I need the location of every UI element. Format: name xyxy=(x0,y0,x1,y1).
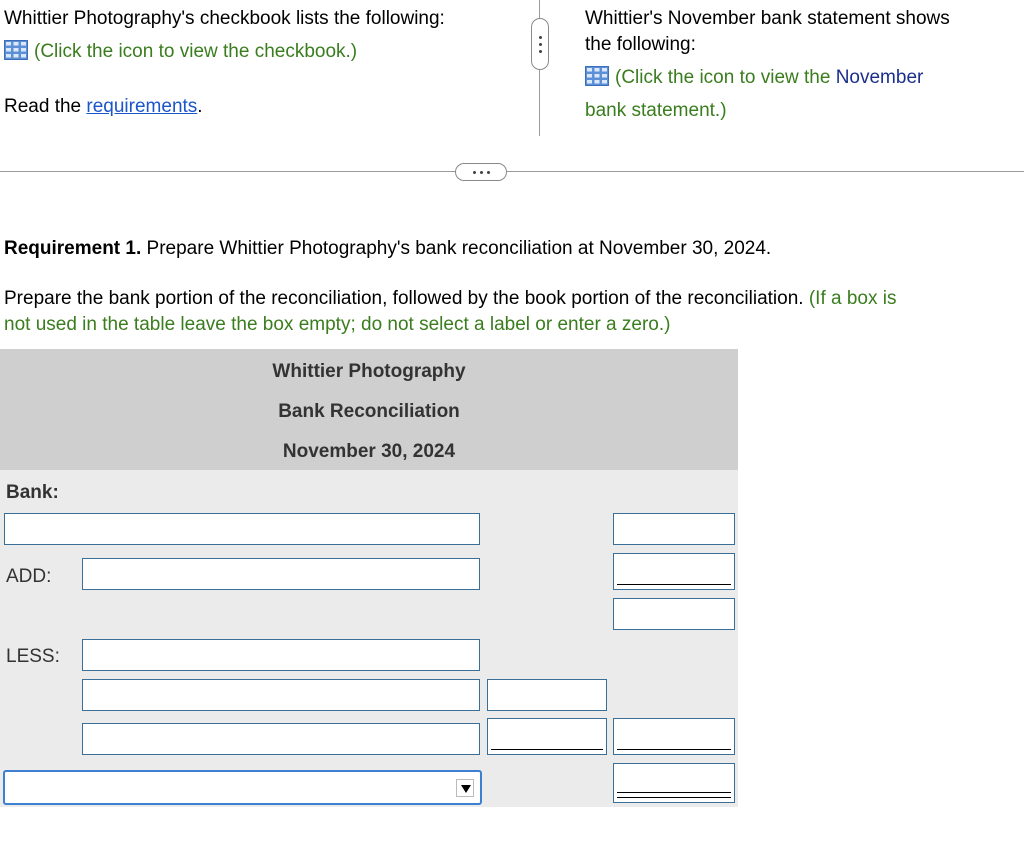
read-requirements-line xyxy=(4,94,203,120)
instruction-text: Prepare the bank portion of the reconciliation, followed by the book portion of the reconciliation. xyxy=(4,288,804,309)
requirement-text: Prepare Whittier Photography's bank reconciliation at November 30, 2024. xyxy=(141,238,772,259)
reconciliation-header xyxy=(0,349,738,470)
statement-intro-line2: the following: xyxy=(585,34,696,55)
add-amount-input[interactable] xyxy=(613,553,735,590)
less-item-input-2[interactable] xyxy=(82,679,480,711)
less-amount-input-3[interactable] xyxy=(487,718,607,755)
read-prefix: Read the xyxy=(4,96,87,117)
less-item-input-3[interactable] xyxy=(82,723,480,755)
bank-balance-amount-input[interactable] xyxy=(613,513,735,545)
horizontal-divider xyxy=(0,171,1024,172)
requirements-link[interactable]: requirements xyxy=(86,96,198,117)
bank-balance-label-input[interactable] xyxy=(4,513,480,545)
statement-intro-line1: Whittier's November bank statement shows xyxy=(585,8,950,29)
instruction-hint-1: (If a box is xyxy=(808,288,897,309)
instruction-line1 xyxy=(4,286,1014,312)
table-grid-icon[interactable] xyxy=(585,66,609,86)
add-label: ADD: xyxy=(6,566,52,587)
adjusted-balance-label-select[interactable] xyxy=(3,770,482,805)
table-grid-icon[interactable] xyxy=(4,40,28,60)
statement-date: November 30, 2024 xyxy=(282,441,456,462)
vertical-resize-handle[interactable] xyxy=(531,18,549,70)
less-label: LESS: xyxy=(6,646,60,667)
dropdown-arrow-icon[interactable] xyxy=(456,779,474,797)
less-item-input-1[interactable] xyxy=(82,639,480,671)
company-name: Whittier Photography xyxy=(272,361,466,382)
statement-title: Bank Reconciliation xyxy=(278,401,460,422)
checkbook-link-row[interactable] xyxy=(4,39,357,65)
horizontal-resize-handle[interactable] xyxy=(455,163,507,181)
bank-label: Bank: xyxy=(6,482,59,503)
bank-subtotal-input[interactable] xyxy=(613,598,735,630)
adjusted-bank-balance-input[interactable] xyxy=(613,763,735,803)
less-amount-input-2[interactable] xyxy=(487,679,607,711)
statement-link-month[interactable]: November xyxy=(835,67,924,88)
checkbook-link[interactable]: (Click the icon to view the checkbook.) xyxy=(34,41,358,62)
instruction-hint-2: not used in the table leave the box empty; do not select a label or enter a zero.) xyxy=(4,314,671,335)
statement-link-text3[interactable]: bank statement.) xyxy=(585,100,727,121)
checkbook-intro: Whittier Photography's checkbook lists the following: xyxy=(4,8,445,29)
statement-link-text1[interactable]: (Click the icon to view the xyxy=(615,67,836,88)
add-item-input[interactable] xyxy=(82,558,480,590)
less-total-input[interactable] xyxy=(613,718,735,755)
statement-link-row[interactable] xyxy=(585,65,923,91)
requirement-label: Requirement 1. xyxy=(4,238,142,259)
read-suffix: . xyxy=(197,96,203,117)
requirement-heading xyxy=(4,236,771,262)
